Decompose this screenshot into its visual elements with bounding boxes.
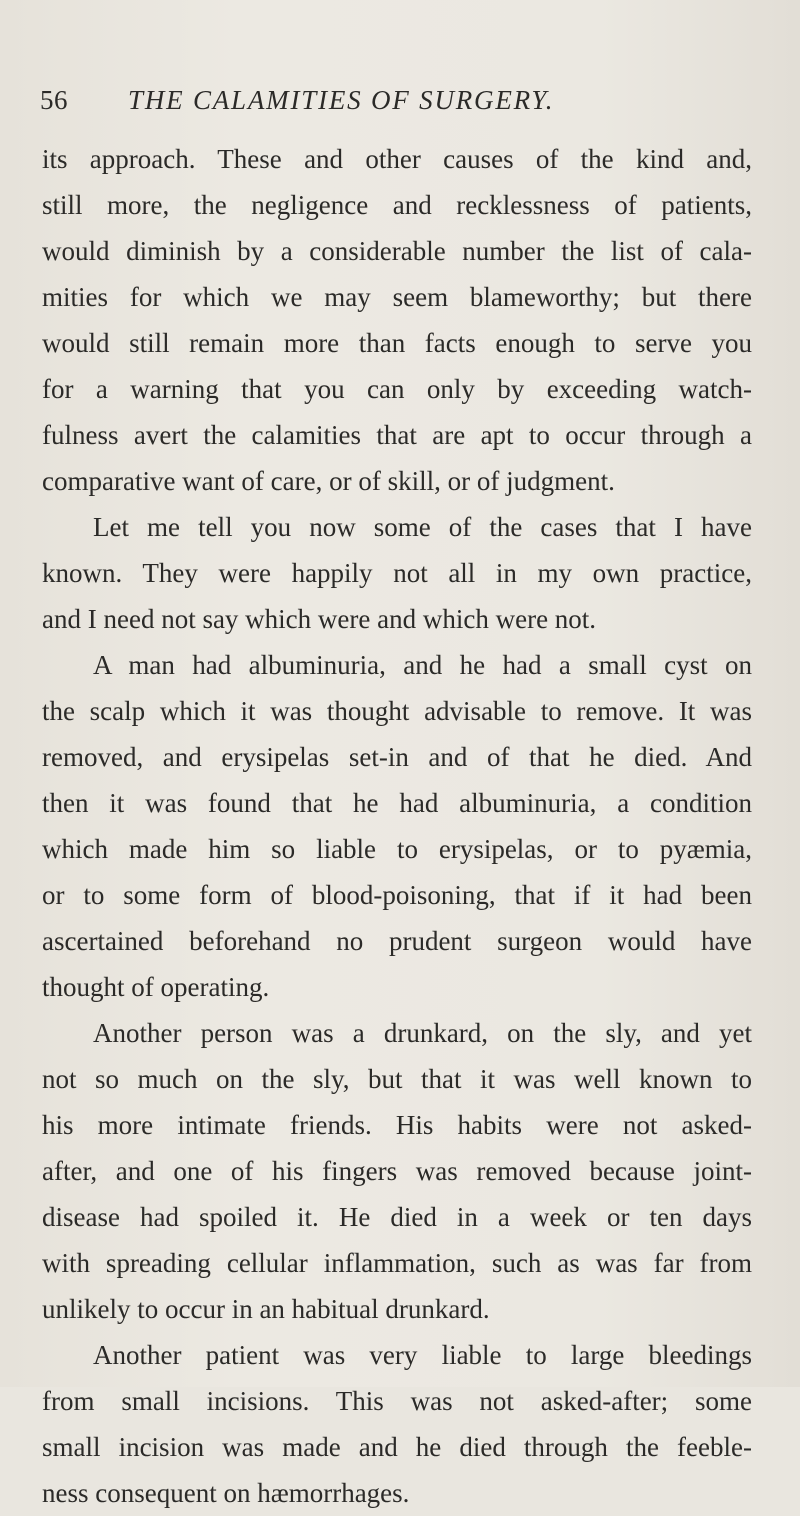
text-line: and I need not say which were and which were not. [42, 604, 597, 634]
text-line: comparative want of care, or of skill, or of judgment. [42, 466, 615, 496]
paragraph-first-line: Another person was a drunkard, on the sly, and yet [93, 1018, 752, 1048]
paragraph-first-line: Another patient was very liable to large bleedings [93, 1340, 752, 1370]
body-text [42, 136, 752, 1516]
text-line: thought of operating. [42, 972, 270, 1002]
text-line: which made him so liable to erysipelas, or to pyæmia, [42, 834, 752, 864]
text-line: small incision was made and he died through the feeble- [42, 1432, 752, 1462]
text-line: would still remain more than facts enough to serve you [42, 328, 752, 358]
text-line: his more intimate friends. His habits were not asked- [42, 1110, 752, 1140]
text-line: not so much on the sly, but that it was well known to [42, 1064, 752, 1094]
text-line: ness consequent on hæmorrhages. [42, 1478, 410, 1508]
text-line: unlikely to occur in an habitual drunkard. [42, 1294, 490, 1324]
text-line: from small incisions. This was not asked-after; some [42, 1386, 752, 1416]
text-line: mities for which we may seem blameworthy; but there [42, 282, 752, 312]
page-number: 56 [40, 85, 68, 115]
text-line: with spreading cellular inflammation, such as was far from [42, 1248, 752, 1278]
text-line: after, and one of his fingers was removed because joint- [42, 1156, 752, 1186]
text-line: ascertained beforehand no prudent surgeon would have [42, 926, 752, 956]
text-line: fulness avert the calamities that are apt to occur through a [42, 420, 752, 450]
text-line: its approach. These and other causes of the kind and, [42, 144, 752, 174]
text-line: disease had spoiled it. He died in a week or ten days [42, 1202, 752, 1232]
text-line: for a warning that you can only by exceeding watch- [42, 374, 752, 404]
paragraph-first-line: A man had albuminuria, and he had a small cyst on [93, 650, 752, 680]
paragraph-first-line: Let me tell you now some of the cases that I have [93, 512, 752, 542]
text-line: the scalp which it was thought advisable to remove. It was [42, 696, 752, 726]
text-line: still more, the negligence and recklessness of patients, [42, 190, 752, 220]
text-line: removed, and erysipelas set-in and of that he died. And [42, 742, 752, 772]
text-line: then it was found that he had albuminuria, a condition [42, 788, 752, 818]
text-line: or to some form of blood-poisoning, that if it had been [42, 880, 752, 910]
text-line: would diminish by a considerable number the list of cala- [42, 236, 752, 266]
running-title: THE CALAMITIES OF SURGERY. [128, 85, 555, 115]
text-line: known. They were happily not all in my own practice, [42, 558, 752, 588]
